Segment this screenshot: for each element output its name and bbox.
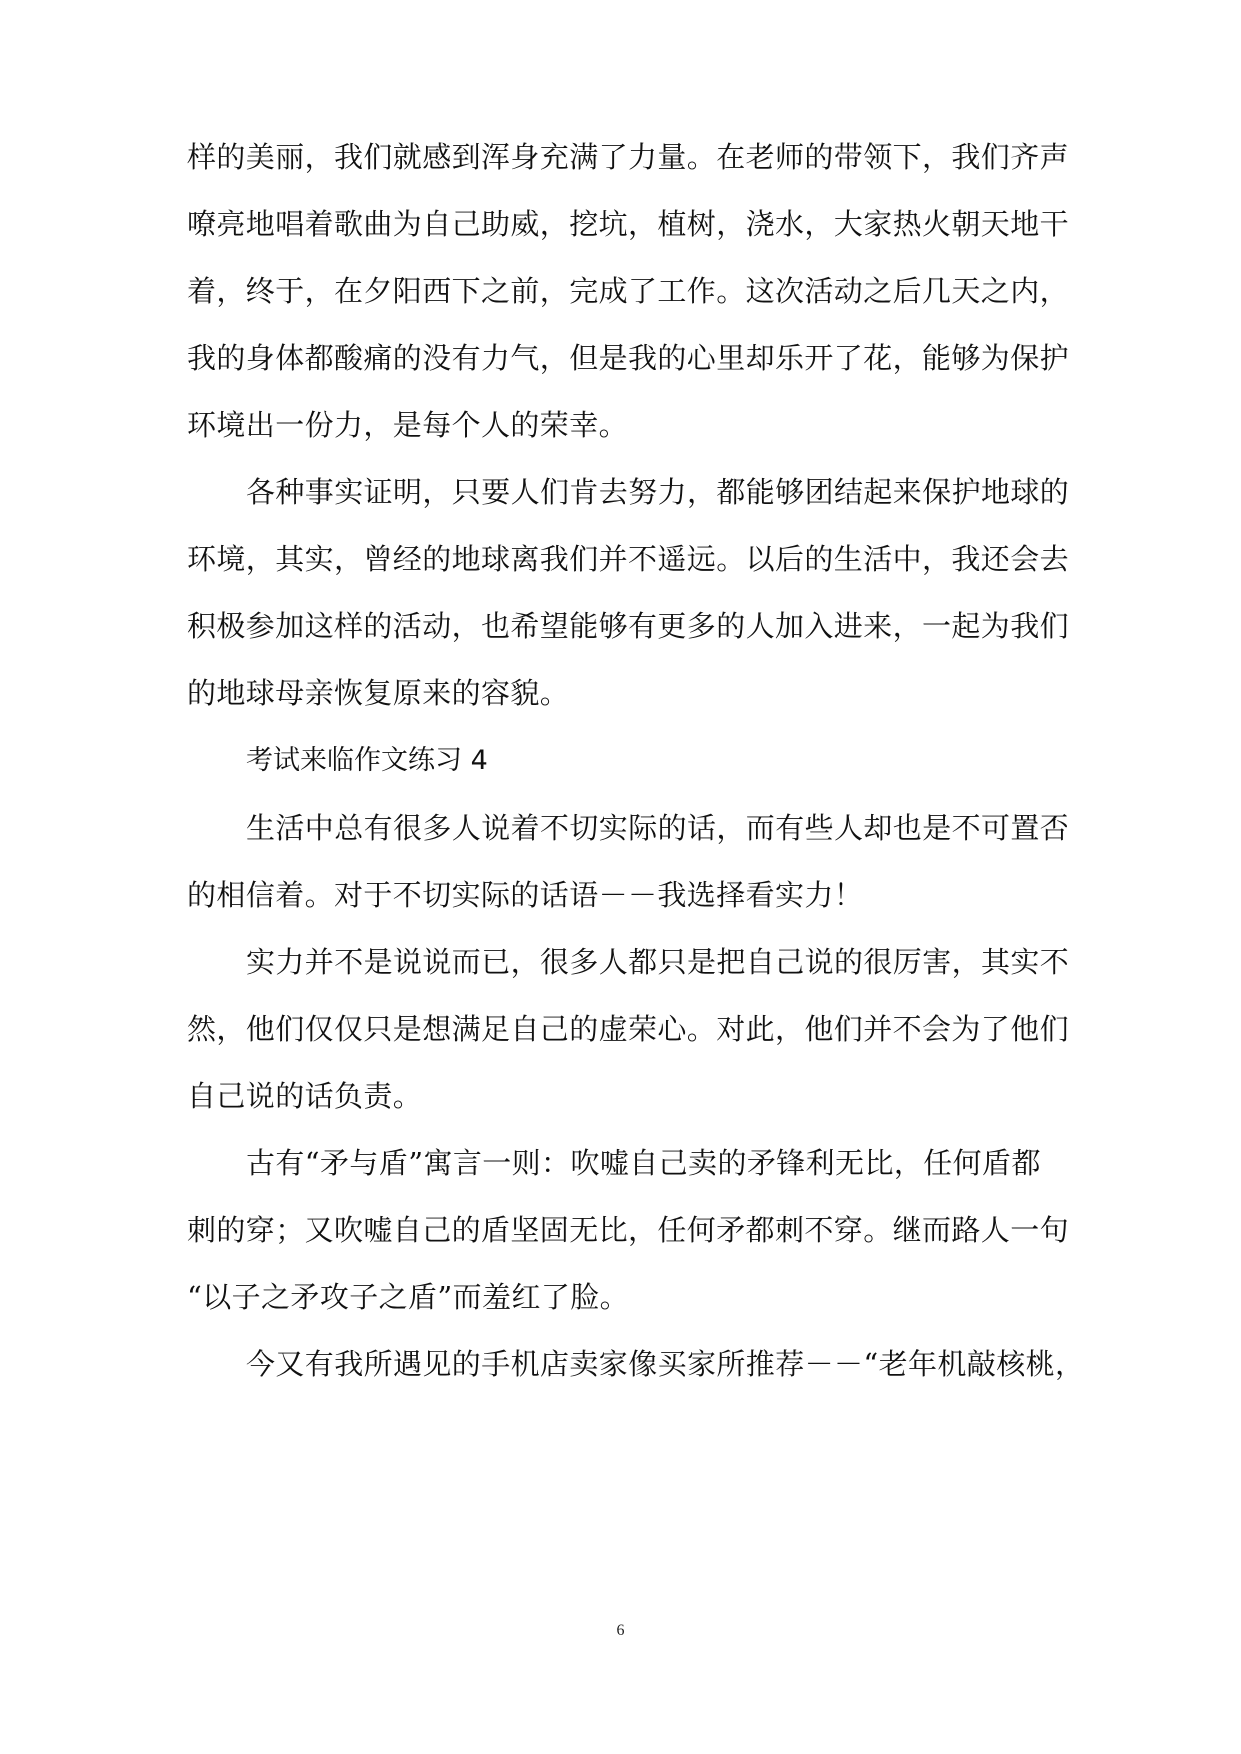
body-text-line: 环境出一份力，是每个人的荣幸。 [187,408,629,442]
body-text-line: 刺的穿；又吹嘘自己的盾坚固无比，任何矛都刺不穿。继而路人一句 [187,1213,1070,1247]
paragraph-first-line: 古有“矛与盾”寓言一则：吹嘘自己卖的矛锋利无比，任何盾都 [246,1146,1041,1180]
body-text-line: 嘹亮地唱着歌曲为自己助威，挖坑，植树，浇水，大家热火朝天地干 [187,207,1070,241]
body-text-line: “以子之矛攻子之盾”而羞红了脸。 [187,1280,630,1314]
body-text-line: 自己说的话负责。 [187,1079,423,1113]
body-text-line: 我的身体都酸痛的没有力气，但是我的心里却乐开了花，能够为保护 [187,341,1070,375]
paragraph-first-line: 生活中总有很多人说着不切实际的话，而有些人却也是不可置否 [246,811,1070,845]
body-text-line: 的相信着。对于不切实际的话语－－我选择看实力！ [187,878,864,912]
paragraph-first-line: 各种事实证明，只要人们肯去努力，都能够团结起来保护地球的 [246,475,1070,509]
body-text-line: 着，终于，在夕阳西下之前，完成了工作。这次活动之后几天之内， [187,274,1070,308]
section-heading: 考试来临作文练习 4 [246,745,488,776]
paragraph-first-line: 今又有我所遇见的手机店卖家像买家所推荐－－“老年机敲核桃， [246,1347,1085,1381]
body-text-line: 的地球母亲恢复原来的容貌。 [187,676,570,710]
page-number: 6 [616,1622,625,1639]
body-text-line: 环境，其实，曾经的地球离我们并不遥远。以后的生活中，我还会去 [187,542,1070,576]
body-text-line: 样的美丽，我们就感到浑身充满了力量。在老师的带领下，我们齐声 [187,140,1070,174]
body-text-line: 积极参加这样的活动，也希望能够有更多的人加入进来，一起为我们 [187,609,1070,643]
paragraph-first-line: 实力并不是说说而已，很多人都只是把自己说的很厉害，其实不 [246,945,1070,979]
body-text-line: 然，他们仅仅只是想满足自己的虚荣心。对此，他们并不会为了他们 [187,1012,1070,1046]
